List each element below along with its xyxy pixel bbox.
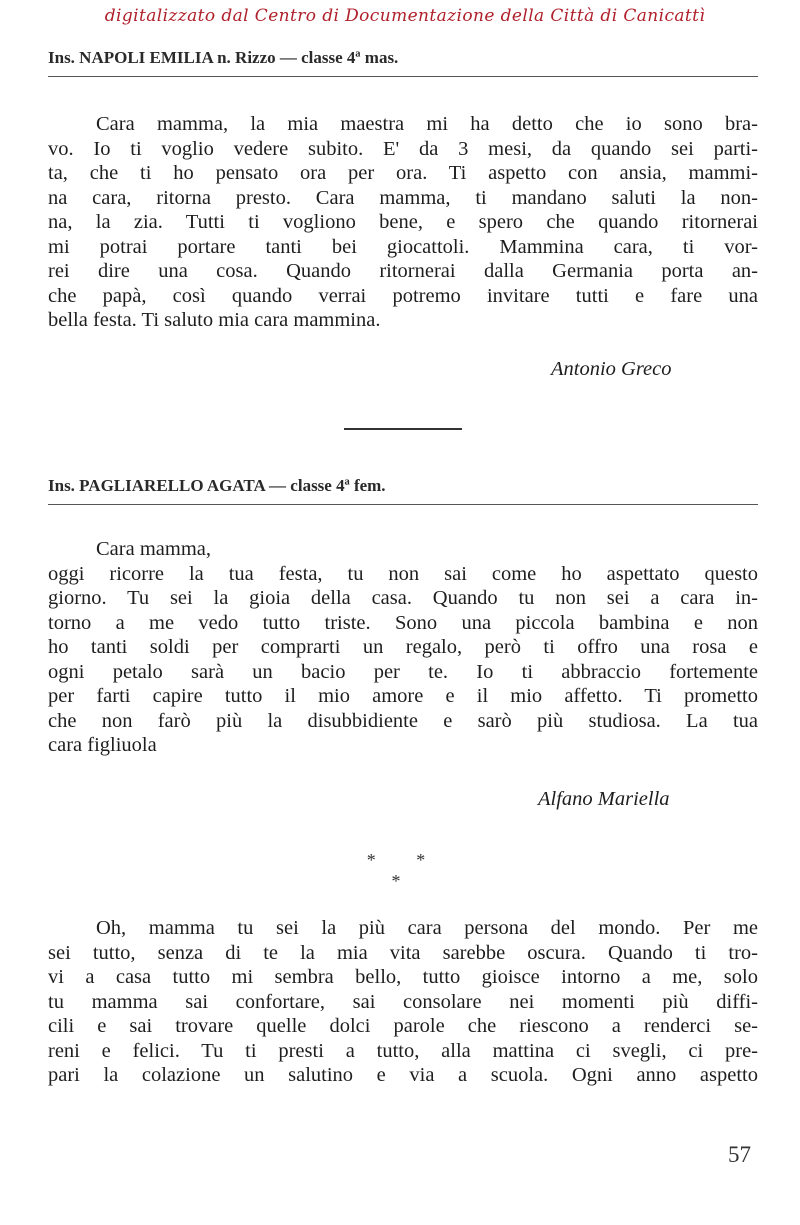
text-line: vo. Io ti voglio vedere subito. E' da 3 mesi, da quando sei parti- bbox=[48, 137, 758, 160]
text-line: ogni petalo sarà un bacio per te. Io ti abbraccio fortemente bbox=[48, 660, 758, 683]
text-line: Cara mamma, la mia maestra mi ha detto che io sono bra- bbox=[96, 113, 758, 135]
text-line: vi a casa tutto mi sembra bello, tutto gioisce intorno a me, solo bbox=[48, 966, 758, 988]
text-line: sei tutto, senza di te la mia vita sarebbe oscura. Quando ti tro- bbox=[48, 941, 758, 964]
section-rule bbox=[48, 76, 758, 77]
text-line: pari la colazione un salutino e via a scuola. Ogni anno aspetto bbox=[48, 1064, 758, 1086]
text-line: cara figliuola bbox=[48, 734, 157, 756]
section-header-pagliarello: Ins. PAGLIARELLO AGATA — classe 4ª fem. bbox=[48, 476, 386, 495]
text-line: giorno. Tu sei la gioia della casa. Quando tu non sei a cara in- bbox=[48, 587, 758, 609]
page-number: 57 bbox=[728, 1142, 751, 1167]
text-line: che non farò più la disubbidiente e sarò più studiosa. La tua bbox=[48, 709, 758, 732]
section-divider bbox=[344, 428, 462, 430]
text-line: na cara, ritorna presto. Cara mamma, ti mandano saluti la non- bbox=[48, 186, 758, 209]
text-line: oggi ricorre la tua festa, tu non sai come ho aspettato questo bbox=[48, 562, 758, 585]
signature-alfano-mariella: Alfano Mariella bbox=[538, 788, 670, 810]
text-line: bella festa. Ti saluto mia cara mammina. bbox=[48, 309, 381, 331]
section-header-napoli: Ins. NAPOLI EMILIA n. Rizzo — classe 4ª mas. bbox=[48, 48, 399, 67]
text-line: mi potrai portare tanti bei giocattoli. Mammina cara, ti vor- bbox=[48, 235, 758, 258]
asterism-separator: * * * bbox=[366, 850, 444, 891]
text-line: cili e sai trovare quelle dolci parole che riescono a renderci se- bbox=[48, 1015, 758, 1037]
text-line: reni e felici. Tu ti presti a tutto, alla mattina ci svegli, ci pre- bbox=[48, 1039, 758, 1062]
section-rule bbox=[48, 504, 758, 505]
letter-unsigned bbox=[48, 916, 758, 1088]
text-line: che papà, così quando verrai potremo invitare tutti e fare una bbox=[48, 284, 758, 307]
text-line: tu mamma sai confortare, sai consolare nei momenti più diffi- bbox=[48, 990, 758, 1013]
text-line: Oh, mamma tu sei la più cara persona del mondo. Per me bbox=[96, 917, 758, 939]
text-line: ta, che ti ho pensato ora per ora. Ti aspetto con ansia, mammi- bbox=[48, 162, 758, 184]
signature-antonio-greco: Antonio Greco bbox=[551, 358, 672, 380]
letter-antonio-greco bbox=[48, 112, 758, 333]
text-line: ho tanti soldi per comprarti un regalo, però ti offro una rosa e bbox=[48, 636, 758, 658]
digitization-watermark: digitalizzato dal Centro di Documentazione della Città di Canicattì bbox=[104, 6, 706, 26]
text-line: na, la zia. Tutti ti vogliono bene, e spero che quando ritornerai bbox=[48, 211, 758, 233]
text-line: Cara mamma, bbox=[96, 538, 211, 560]
text-line: rei dire una cosa. Quando ritornerai dalla Germania porta an- bbox=[48, 260, 758, 282]
text-line: torno a me vedo tutto triste. Sono una piccola bambina e non bbox=[48, 611, 758, 634]
letter-alfano-mariella bbox=[48, 537, 758, 758]
text-line: per farti capire tutto il mio amore e il mio affetto. Ti prometto bbox=[48, 685, 758, 707]
